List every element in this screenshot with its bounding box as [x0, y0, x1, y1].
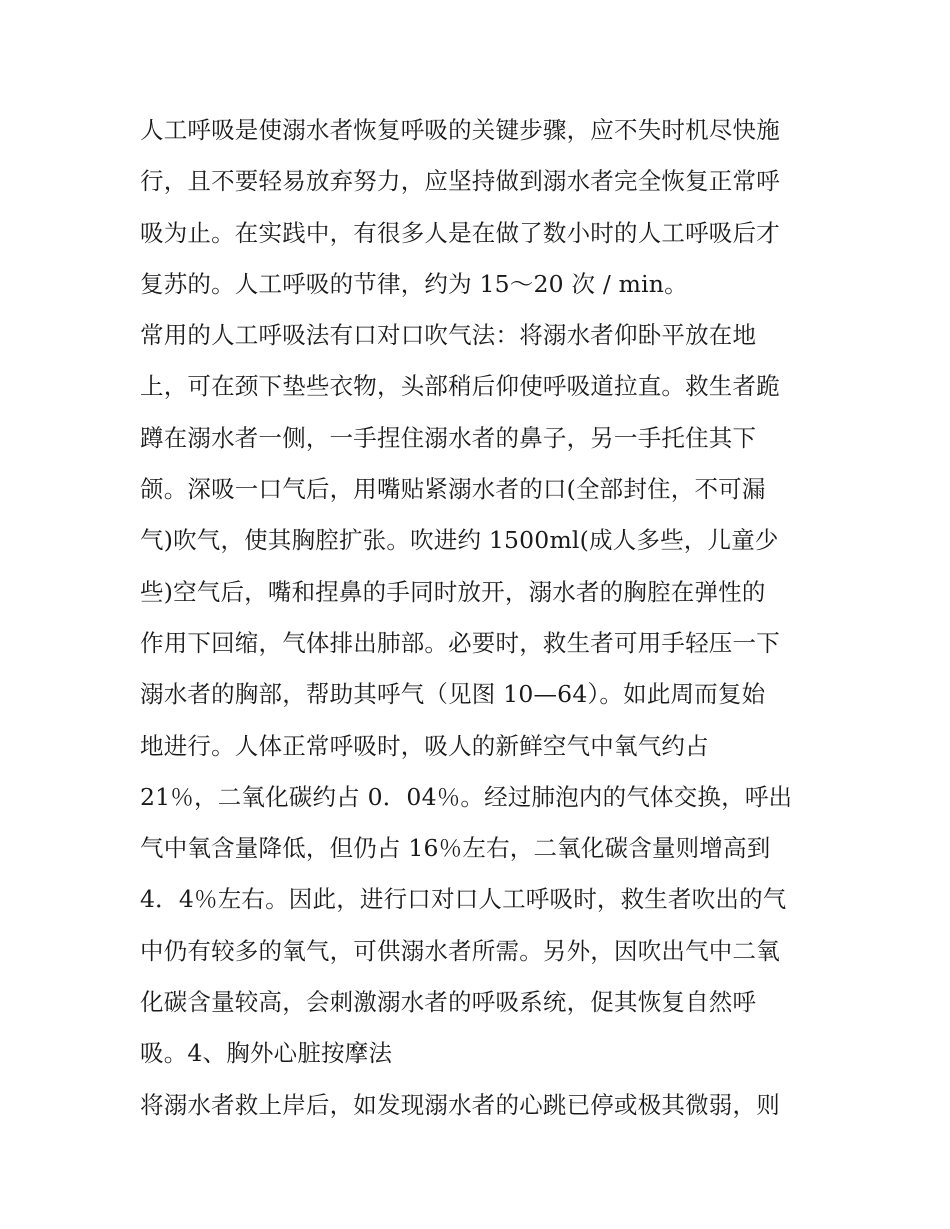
text-line: 行，且不要轻易放弃努力，应坚持做到溺水者完全恢复正常呼	[140, 167, 780, 196]
text-line: 将溺水者救上岸后，如发现溺水者的心跳已停或极其微弱，则	[140, 1090, 780, 1119]
text-line: 地进行。人体正常呼吸时，吸人的新鲜空气中氧气约占	[140, 731, 709, 760]
text-line: 蹲在溺水者一侧，一手捏住溺水者的鼻子，另一手托住其下	[140, 423, 757, 452]
text-line: 吸为止。在实践中，有很多人是在做了数小时的人工呼吸后才	[140, 218, 780, 247]
text-line: 上，可在颈下垫些衣物，头部稍后仰使呼吸道拉直。救生者跪	[140, 372, 780, 401]
text-line: 人工呼吸是使溺水者恢复呼吸的关键步骤，应不失时机尽快施	[140, 116, 780, 144]
text-line: 些)空气后，嘴和捏鼻的手同时放开，溺水者的胸腔在弹性的	[140, 577, 766, 606]
text-line: 21％，二氧化碳约占 0．04％。经过肺泡内的气体交换，呼出	[140, 782, 793, 811]
text-line: 中仍有较多的氧气，可供溺水者所需。另外，因吹出气中二氧	[140, 936, 780, 965]
text-line: 复苏的。人工呼吸的节律，约为 15～20 次 / min。	[140, 269, 688, 298]
text-line: 溺水者的胸部，帮助其呼气（见图 10—64）。如此周而复始	[140, 680, 766, 709]
text-line: 气)吹气，使其胸腔扩张。吹进约 1500ml(成人多些，儿童少	[140, 526, 779, 555]
text-line: 作用下回缩，气体排出肺部。必要时，救生者可用手轻压一下	[140, 628, 780, 657]
text-line: 4．4％左右。因此，进行口对口人工呼吸时，救生者吹出的气	[140, 885, 787, 914]
text-line: 吸。4、胸外心脏按摩法	[140, 1039, 393, 1068]
text-line: 常用的人工呼吸法有口对口吹气法：将溺水者仰卧平放在地	[140, 321, 757, 350]
body-text	[140, 105, 820, 1131]
text-line: 气中氧含量降低，但仍占 16％左右，二氧化碳含量则增高到	[140, 834, 771, 863]
text-line: 化碳含量较高，会刺激溺水者的呼吸系统，促其恢复自然呼	[140, 988, 757, 1017]
text-line: 颌。深吸一口气后，用嘴贴紧溺水者的口(全部封住，不可漏	[140, 475, 766, 504]
